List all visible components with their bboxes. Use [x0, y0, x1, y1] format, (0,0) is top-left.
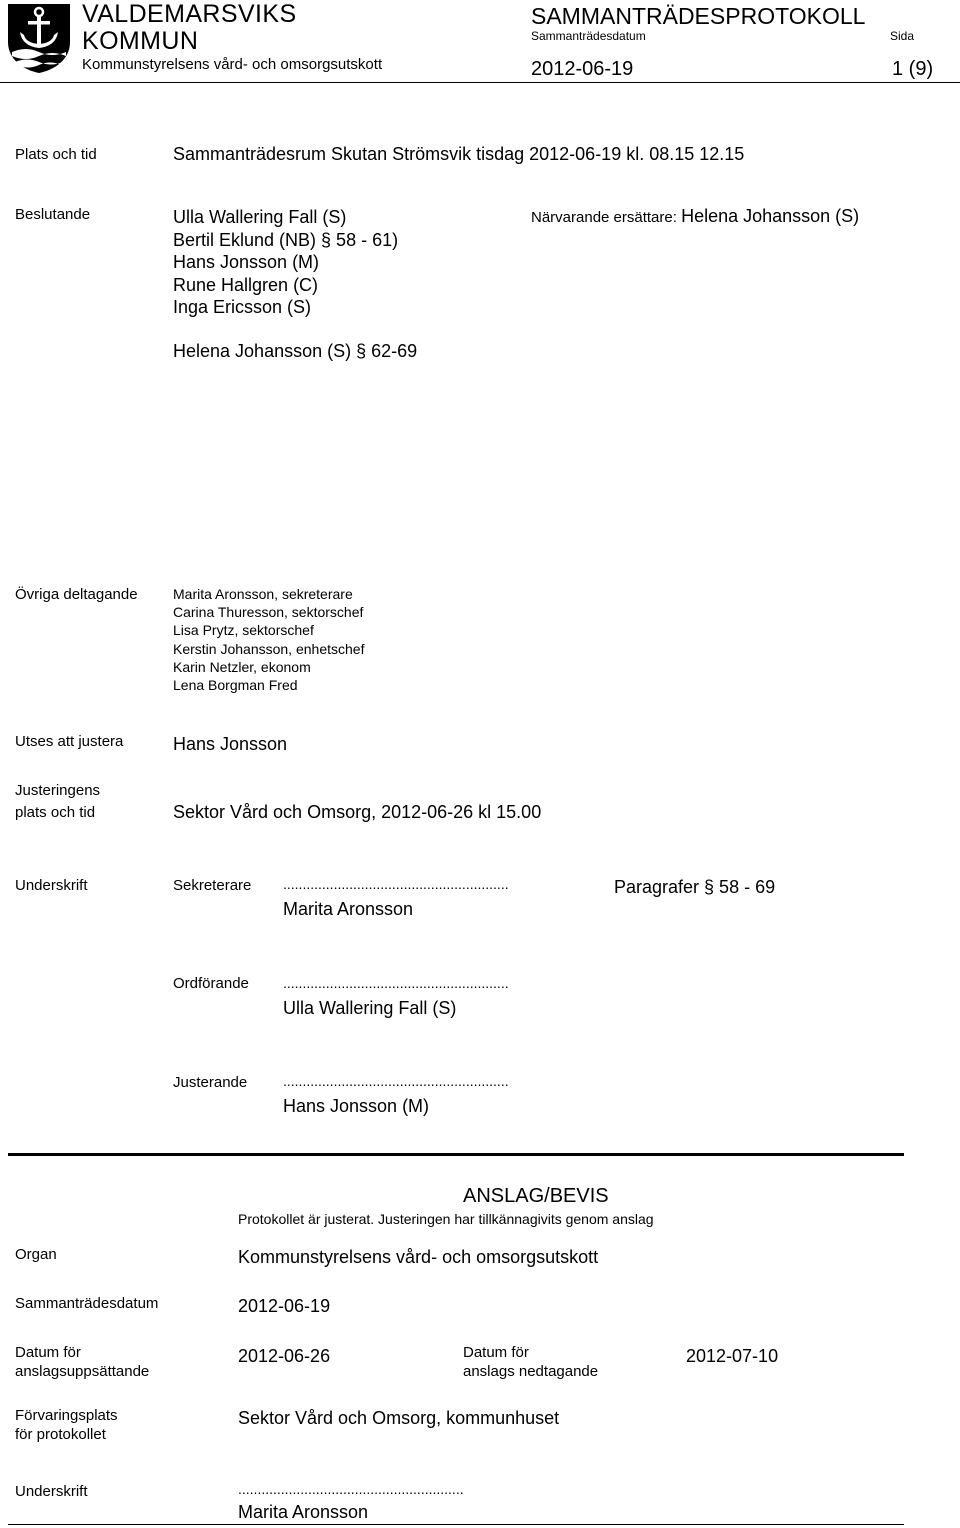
- others-list: [173, 585, 364, 694]
- notice-divider: [8, 1153, 904, 1156]
- participant-item: Karin Netzler, ekonom: [173, 658, 311, 675]
- adjust-person: Hans Jonsson: [173, 734, 288, 754]
- paragraphs-range: Paragrafer § 58 - 69: [614, 877, 776, 897]
- secretary-name: Marita Aronsson: [283, 899, 414, 919]
- participant-item: Marita Aronsson, sekreterare: [173, 586, 353, 602]
- removed-label-1: Datum för: [463, 1344, 529, 1361]
- posted-date: 2012-06-26: [238, 1346, 331, 1366]
- place-time: Sammanträdesrum Skutan Strömsvik tisdag 2012-06-19 kl. 08.15 12.15: [173, 144, 745, 164]
- decider-item: Bertil Eklund (NB) § 58 - 61): [173, 229, 399, 250]
- decider-extra: Helena Johansson (S) § 62-69: [173, 341, 418, 361]
- org-name-line1: VALDEMARSVIKS: [82, 0, 297, 28]
- organ-value: Kommunstyrelsens vård- och omsorgsutskott: [238, 1247, 599, 1267]
- header-divider: [0, 82, 960, 83]
- participant-item: Lisa Prytz, sektorschef: [173, 622, 314, 639]
- decider-item: Hans Jonsson (M): [173, 252, 320, 272]
- deciders-label: Beslutande: [15, 206, 91, 223]
- header-date: 2012-06-19: [531, 58, 634, 80]
- municipal-coat-of-arms: [6, 2, 72, 74]
- meeting-date-label: Sammanträdesdatum: [15, 1295, 159, 1312]
- signature-line: ..........................................................: [283, 876, 509, 892]
- removed-label-2: anslags nedtagande: [463, 1363, 599, 1380]
- meeting-date: 2012-06-19: [238, 1296, 331, 1316]
- notice-signature-name: Marita Aronsson: [238, 1502, 369, 1522]
- adjust-place: Sektor Vård och Omsorg, 2012-06-26 kl 15.00: [173, 802, 542, 822]
- signature-label: Underskrift: [15, 877, 88, 894]
- decider-item: Inga Ericsson (S): [173, 297, 312, 317]
- adjuster-role: Justerande: [173, 1074, 248, 1091]
- decider-item: Ulla Wallering Fall (S): [173, 207, 347, 227]
- adjust-place-label-2: plats och tid: [15, 804, 96, 821]
- notice-title: ANSLAG/BEVIS: [463, 1185, 609, 1207]
- posted-label-2: anslagsuppsättande: [15, 1363, 150, 1380]
- substitute-line: [531, 206, 859, 227]
- signature-line: ..........................................................: [283, 975, 509, 991]
- storage-value: Sektor Vård och Omsorg, kommunhuset: [238, 1408, 560, 1428]
- others-label: Övriga deltagande: [15, 586, 138, 603]
- chair-name: Ulla Wallering Fall (S): [283, 998, 457, 1018]
- secretary-role: Sekreterare: [173, 877, 252, 894]
- participant-item: Carina Thuresson, sektorschef: [173, 604, 364, 621]
- adjust-label: Utses att justera: [15, 733, 124, 750]
- adjuster-name: Hans Jonsson (M): [283, 1096, 430, 1116]
- removed-date: 2012-07-10: [686, 1346, 779, 1366]
- chair-role: Ordförande: [173, 975, 249, 992]
- place-time-label: Plats och tid: [15, 146, 97, 163]
- signature-line: ..........................................................: [283, 1073, 509, 1089]
- notice-intro: Protokollet är justerat. Justeringen har tillkännagivits genom anslag: [238, 1211, 654, 1227]
- deciders-list: [173, 206, 398, 319]
- notice-signature-label: Underskrift: [15, 1483, 88, 1500]
- organ-label: Organ: [15, 1246, 57, 1263]
- org-committee: Kommunstyrelsens vård- och omsorgsutskott: [82, 56, 383, 73]
- footer-divider: [8, 1524, 904, 1525]
- substitute-name: Helena Johansson (S): [681, 206, 860, 226]
- posted-label-1: Datum för: [15, 1344, 81, 1361]
- page-label: Sida: [890, 29, 915, 43]
- storage-label-1: Förvaringsplats: [15, 1407, 118, 1424]
- anchor-shield-icon: [6, 2, 72, 74]
- org-name-line2: KOMMUN: [82, 27, 199, 55]
- substitute-label: Närvarande ersättare:: [531, 209, 682, 226]
- page-number: 1 (9): [892, 58, 934, 80]
- participant-item: Lena Borgman Fred: [173, 677, 298, 694]
- participant-item: Kerstin Johansson, enhetschef: [173, 640, 365, 657]
- document-title: SAMMANTRÄDESPROTOKOLL: [531, 3, 866, 29]
- notice-signature-line: ..........................................................: [238, 1481, 464, 1497]
- date-label: Sammanträdesdatum: [531, 29, 646, 43]
- decider-item: Rune Hallgren (C): [173, 274, 319, 295]
- adjust-place-label-1: Justeringens: [15, 782, 101, 799]
- storage-label-2: för protokollet: [15, 1426, 106, 1443]
